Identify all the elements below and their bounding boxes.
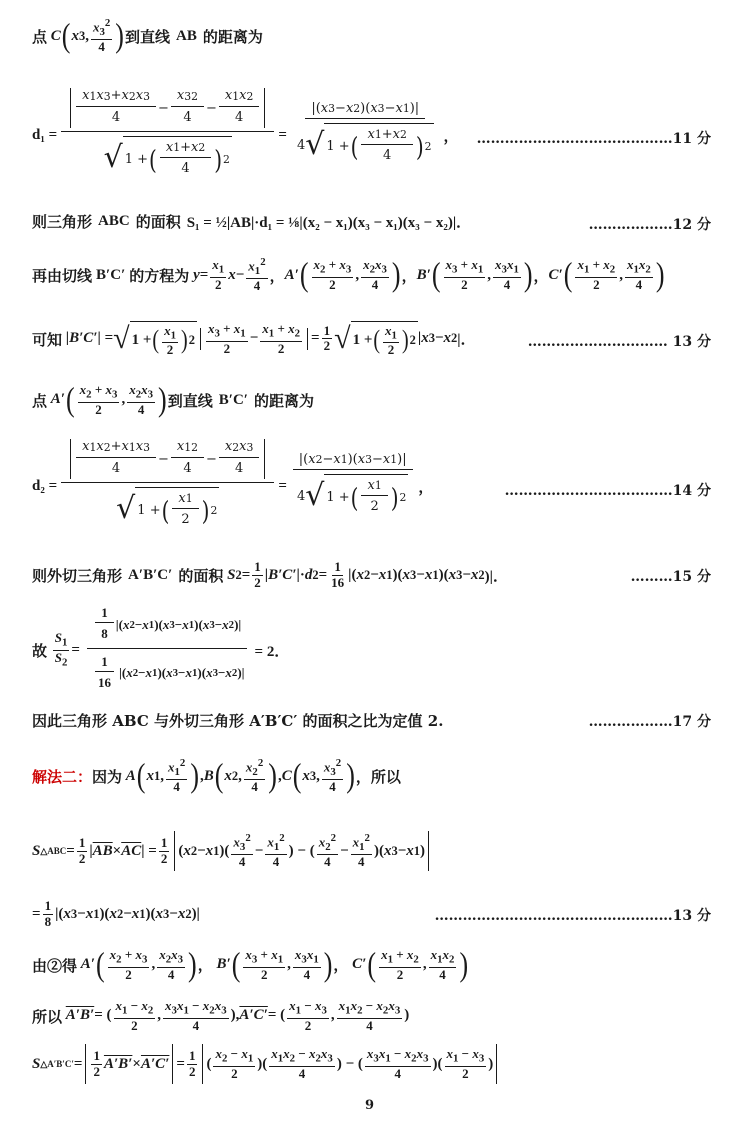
text: 故 (32, 641, 48, 660)
text: 因此三角形 ABC 与外切三角形 A′B′C′ 的面积之比为定值 2. (32, 711, 444, 730)
text: 因为 (92, 767, 123, 786)
line-points-prime (32, 942, 712, 988)
line-s-abc-prime (32, 1040, 712, 1088)
fraction-d2-simplified: |( x 2 − x 1 )( x 3 − x 1 )| 4 √ 1 + ( x 1 2 ) 2 (291, 450, 414, 523)
text: ，所以 (355, 767, 401, 786)
line-point-a-prime (32, 378, 712, 422)
score-12: ………………12 分 (588, 217, 711, 233)
line-point-c (32, 14, 712, 58)
math-s1: S₁ = ½|AB|·d₁ = ⅛|(x₂ − x₁)(x₃ − x₁)(x₃ − x₂)|． (186, 214, 472, 231)
score-17: ………………17 分 (588, 714, 711, 730)
line-d2: d₂ = x 1 x 2 + x 1 x 3 4 − x 1 2 4 − x 2 x 3 4 √ 1 + ( x 1 2 ) 2 = |( x 2 − x 1 )( x 3 − x 1 )| 4 √ 1 + ( x 1 2 ) 2 ， (32, 436, 712, 536)
math-abc-prime: A′B′C′ (128, 566, 173, 583)
method-heading: 解法二： (32, 767, 93, 786)
math-bc-length: | B′C′ | = √ 1 + ( $\frac{x_1}{2}$ ) 2 $\frac{x_3 + x_1}{2}$ − $\frac{x_1 + x_2}{2}$ = $\frac{1}{2}$ √ 1 + ( $\frac{x_1}{2}$ ) 2 | x 3 − x 2 |． (62, 321, 476, 358)
math-vectors: A′B′ = ( $\frac{x_1 - x_2}{2}$ , $\frac{x_3x_1 - x_2x_3}{4}$ ), A′C′ = ( $\frac{x_1 - x_3}{2}$ , $\frac{x_1x_2 - x_2x_3}{4}$ ) (65, 998, 410, 1033)
math-bc: B′C′ (218, 391, 248, 408)
math-s-abc-simplified: = $\frac{1}{8}$ |( x 3 − x 1 )( x 2 − x 1 )( x 3 − x 2 )| (32, 898, 200, 929)
text: 则三角形 (32, 212, 93, 231)
math-tangent-eq: y = $\frac{x_1}{2}$ x − $\frac{x_1^2}{4}$ ， A′ ( $\frac{x_2 + x_3}{2}$ , $\frac{x_2x_3}{4}$ ) ， B′ ( $\frac{x_3 + x_1}{2}$ , $\frac{x_3x_1}{4}$ ) ， C′ ( $\frac{x_1 + x_2}{2}$ , $\frac{x_1x_2}{4}$ ) (193, 255, 665, 294)
math-point-c: C ( x 3 , $\frac{x_3^2}{4}$ ) (50, 16, 124, 55)
score-11: ……………………………………11 分 (476, 131, 711, 147)
score-13: ………………………… 13 分 (527, 334, 711, 350)
text: 的面积 (178, 566, 224, 585)
text: 则外切三角形 (32, 566, 123, 585)
text: 的方程为 (129, 266, 190, 285)
line-s-abc (32, 826, 712, 876)
text: 的面积 (135, 212, 181, 231)
score-13b: ……………………………………………13 分 (434, 908, 711, 924)
text: 可知 (32, 330, 63, 349)
text: 点 (32, 391, 48, 410)
math-d2-lhs: d₂ = (32, 477, 58, 494)
text: 到直线 (167, 391, 213, 410)
math-ratio: $\frac{S_1}{S_2}$ = $\frac{1}{8}$ |( x 2 − x 1 )( x 3 − x 1 )( x 3 − x 2 )| $\frac{1}{16}$ |( x 2 − x 1 )( x 3 − x 1 )( x 3 − x 2 )| (47, 602, 255, 698)
fraction-d2: x 1 x 2 + x 1 x 3 4 − x 1 2 4 − x 2 x 3 4 √ 1 + ( x 1 2 ) 2 (61, 436, 274, 535)
line-vectors (32, 996, 712, 1036)
text: ， (443, 126, 459, 145)
score-15: ………15 分 (630, 569, 711, 585)
line-tangent (32, 252, 712, 298)
math-s-abc-prime: S △A′B′C′ = $\frac{1}{2}$ A′B′ × A′C′ = $\frac{1}{2}$ ( $\frac{x_2 - x_1}{2}$ )( $\frac{x_1x_2 - x_2x_3}{4}$ ) − ( $\frac{x_3x_1 - x_2x_3}{4}$ )( $\frac{x_1 - x_3}{2}$ ) (32, 1044, 500, 1084)
math-s2: S 2 = $\frac{1}{2}$ | B′C′ |· d 2 = $\frac{1}{16}$ |( x 2 − x 1 )( x 3 − x 1 )( x 3 − x 2 )|． (227, 559, 508, 590)
text: 的距离为 (202, 27, 263, 46)
math-d1-lhs: d₁ = (32, 126, 58, 143)
page-number: 9 (364, 1098, 375, 1113)
text: 点 (32, 27, 48, 46)
text: 到直线 (124, 27, 170, 46)
line-ratio (32, 604, 712, 690)
line-s2 (32, 554, 712, 596)
math-points-prime: A′ ( $\frac{x_2 + x_3}{2}$ , $\frac{x_2x_3}{4}$ ) ， B′ ( $\frac{x_3 + x_1}{2}$ , $\frac{x_3x_1}{4}$ ) ， C′ ( $\frac{x_1 + x_2}{2}$ , $\frac{x_1x_2}{4}$ ) (80, 945, 469, 984)
fraction-d1-simplified: |( x 3 − x 2 )( x 3 − x 1 )| 4 √ 1 + ( x 1 + x 2 4 ) 2 (291, 99, 440, 172)
math-abc: ABC (98, 212, 130, 229)
math-s-abc: S △ABC = $\frac{1}{2}$ | $\overline{AB}$ × $\overline{AC}$ | = $\frac{1}{2}$ ( x 2 − x 1 )( $\frac{x_3^2}{4}$ − $\frac{x_1^2}{4}$ ) − ( $\frac{x_2^2}{4}$ − $\frac{x_1^2}{4}$ )( x 3 − x 1 ) (32, 831, 432, 871)
text: 所以 (32, 1007, 63, 1026)
text: 再由切线 (32, 266, 93, 285)
math-point-a-prime: A′ ( $\frac{x_2 + x_3}{2}$ , $\frac{x_2x_3}{4}$ ) (50, 380, 167, 419)
line-method2 (32, 752, 712, 800)
equals: = (278, 126, 287, 143)
text: 的距离为 (254, 391, 315, 410)
score-14: ………………………………14 分 (504, 483, 711, 499)
math-points: A ( x 1 , $\frac{x_1^2}{4}$ ) , B ( x 2 , $\frac{x_2^2}{4}$ ) , C ( x 3 , $\frac{x_3^2}{4}$ ) (125, 756, 355, 795)
math-bc: B′C′ (96, 266, 126, 283)
fraction-d1: x 1 x 3 + x 2 x 3 4 − x 3 2 4 − x 1 x 2 4 √ 1 + ( x 1 + x 2 4 ) 2 (61, 85, 274, 184)
text: 由②得 (32, 956, 78, 975)
ratio-result: = 2． (254, 643, 290, 660)
math-ab: AB (175, 27, 197, 44)
